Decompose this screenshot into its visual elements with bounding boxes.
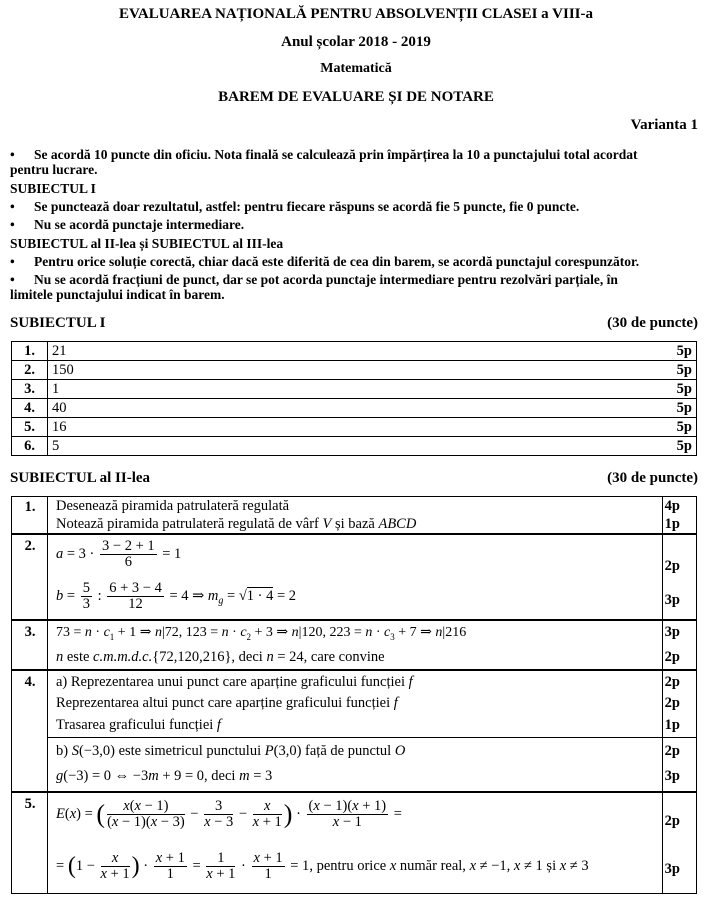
section-1-points: (30 de puncte)	[607, 315, 698, 331]
question-number: 4.	[12, 399, 48, 418]
answer-line: Reprezentarea altui punct care aparține graficului funcției f	[56, 695, 398, 711]
row-divider	[47, 737, 696, 738]
answer-value: 5	[48, 437, 656, 456]
section-1-table	[11, 341, 697, 456]
formula-g: g(−3) = 0 ⇔ −3m + 9 = 0, deci m = 3	[56, 768, 273, 784]
question-number: 5.	[24, 796, 36, 812]
answer-line: Trasarea graficului funcției f	[56, 717, 221, 733]
formula-b: b = $\frac{5}{3}$ : $\frac{6 + 3 - 4}{12}$ = 4 ⇒ $m_g = √1 \cdot 4 = 2$	[56, 580, 297, 612]
points-value: 4p	[664, 498, 680, 514]
document-title: BAREM DE EVALUARE ȘI DE NOTARE	[218, 89, 494, 105]
points-value: 5p	[655, 399, 697, 418]
question-number: 6.	[12, 437, 48, 456]
question-number: 2.	[24, 538, 36, 554]
table-row	[12, 361, 697, 380]
points-value: 2p	[664, 674, 680, 690]
table-row	[12, 399, 697, 418]
bullet-icon: •	[10, 272, 15, 287]
table-row	[12, 380, 697, 399]
table-row	[12, 418, 697, 437]
points-value: 2p	[664, 558, 680, 574]
answer-value: 16	[48, 418, 656, 437]
subiectul-1-heading: SUBIECTUL I	[10, 181, 96, 196]
points-value: 3p	[664, 861, 680, 877]
points-value: 3p	[664, 592, 680, 608]
bullet-icon: •	[10, 254, 15, 269]
section-2-title: SUBIECTUL al II-lea	[10, 470, 151, 486]
answer-value: 40	[48, 399, 656, 418]
question-5-box	[11, 792, 697, 894]
points-value: 2p	[664, 695, 680, 711]
column-divider	[662, 497, 663, 533]
answer-value: 1	[48, 380, 656, 399]
section-2-header	[10, 470, 698, 487]
subiectul-1-rule-2: • Nu se acordă punctaje intermediare.	[10, 217, 245, 232]
section-1-header	[10, 315, 698, 332]
points-value: 3p	[664, 624, 680, 640]
subiectul-2-3-heading: SUBIECTUL al II-lea și SUBIECTUL al III-lea	[10, 236, 284, 251]
points-value: 1p	[664, 516, 680, 532]
question-3-box	[11, 620, 697, 670]
question-1-box	[11, 496, 697, 534]
exam-title: EVALUAREA NAȚIONALĂ PENTRU ABSOLVENȚII CLASEI a VIII-a	[118, 6, 594, 22]
formula-e-result: = (1 − $\frac{x}{x + 1}$ ) · $\frac{x + 1}{1}$ = $\frac{1}{x + 1}$ · $\frac{x + 1}{1}$ = 1, pentru orice x număr real, x ≠ −1, x ≠ 1 și x ≠ 3	[56, 850, 589, 882]
table-row	[12, 437, 697, 456]
question-number: 4.	[24, 674, 36, 690]
points-value: 5p	[655, 342, 697, 361]
answer-line: Notează piramida patrulateră regulată de vârf V și bază ABCD	[56, 516, 417, 532]
answer-line: n este c.m.m.d.c.{72,120,216}, deci n = 24, care convine	[56, 649, 385, 665]
answer-line: Desenează piramida patrulateră regulată	[56, 498, 290, 514]
points-value: 2p	[664, 649, 680, 665]
points-value: 3p	[664, 768, 680, 784]
bullet-icon: •	[10, 199, 15, 214]
variant-label: Varianta 1	[630, 117, 698, 133]
section-1-title: SUBIECTUL I	[10, 315, 106, 331]
formula-division: $73 = n \cdot c_1 + 1$ ⇒ n|72, $123 = n \cdot c_2 + 3$ ⇒ n|120, $223 = n \cdot c_3 + 7$ ⇒ n|216	[56, 625, 467, 642]
question-number: 3.	[24, 624, 36, 640]
general-rule-1-cont: pentru lucrare.	[10, 162, 98, 177]
subiectul-2-3-rule-2-cont: limitele punctajului indicat în barem.	[10, 287, 225, 302]
answer-value: 21	[48, 342, 656, 361]
formula-e-definition: E(x) = ( $\frac{x(x - 1)}{(x - 1)(x - 3)}$ − $\frac{3}{x - 3}$ − $\frac{x}{x + 1}$ ) · $\frac{(x - 1)(x + 1)}{x - 1}$ =	[56, 798, 402, 830]
answer-value: 150	[48, 361, 656, 380]
subiectul-1-rule-1: • Se punctează doar rezultatul, astfel: pentru fiecare răspuns se acordă fie 5 puncte, fie 0 puncte.	[10, 199, 580, 214]
subiectul-2-3-rule-2: • Nu se acordă fracțiuni de punct, dar se pot acorda punctaje intermediare pentru rezolvări parțiale, în	[10, 272, 618, 287]
answer-line: a) Reprezentarea unui punct care aparține graficului funcției f	[56, 674, 413, 690]
points-value: 5p	[655, 361, 697, 380]
subiectul-2-3-rule-1: • Pentru orice soluție corectă, chiar dacă este diferită de cea din barem, se acordă punctajul corespunzător.	[10, 254, 640, 269]
school-year: Anul școlar 2018 - 2019	[281, 34, 431, 50]
question-number: 5.	[12, 418, 48, 437]
question-2-box	[11, 534, 697, 620]
formula-a: a = 3 · $\frac{3 - 2 + 1}{6}$ = 1	[56, 538, 182, 570]
points-value: 5p	[655, 437, 697, 456]
general-rule-1: • Se acordă 10 puncte din oficiu. Nota finală se calculează prin împărțirea la 10 a punctajului total acordat	[10, 147, 638, 162]
question-number: 2.	[12, 361, 48, 380]
points-value: 2p	[664, 813, 680, 829]
table-row	[12, 342, 697, 361]
question-number: 3.	[12, 380, 48, 399]
section-2-points: (30 de puncte)	[607, 470, 698, 486]
question-number: 1.	[12, 342, 48, 361]
bullet-icon: •	[10, 217, 15, 232]
points-value: 5p	[655, 380, 697, 399]
points-value: 2p	[664, 743, 680, 759]
points-value: 5p	[655, 418, 697, 437]
bullet-icon: •	[10, 147, 15, 162]
subject-name: Matematică	[320, 61, 392, 76]
answer-line: b) S(−3,0) este simetricul punctului P(3,0) față de punctul O	[56, 743, 406, 759]
question-4-box	[11, 670, 697, 792]
question-number: 1.	[24, 499, 36, 515]
points-value: 1p	[664, 717, 680, 733]
